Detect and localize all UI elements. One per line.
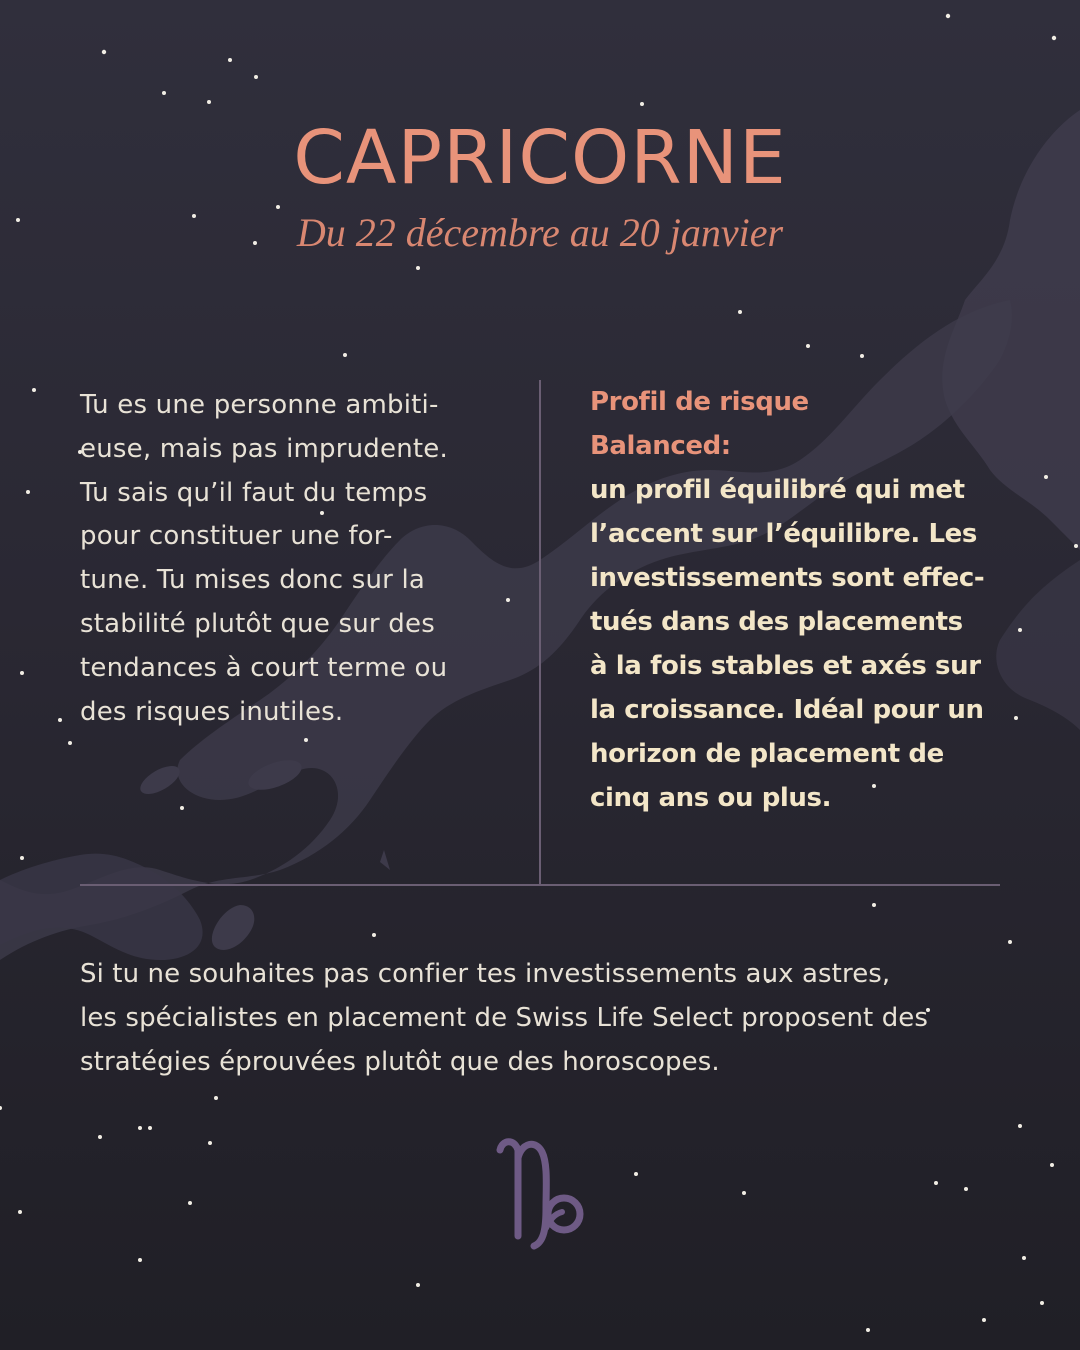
personality-line: pour constituer une for- xyxy=(80,521,393,552)
personality-line: Tu es une personne ambiti- xyxy=(80,390,439,420)
closing-line: Si tu ne souhaites pas confier tes investissements aux astres, xyxy=(80,959,891,989)
nebula-drop-2 xyxy=(380,850,390,870)
capricorn-symbol-icon xyxy=(492,1128,592,1258)
page-title: CAPRICORNE xyxy=(293,115,787,201)
risk-profile-section xyxy=(590,380,1020,820)
date-range-subtitle: Du 22 décembre au 20 janvier xyxy=(296,210,784,255)
risk-heading-line: Balanced: xyxy=(590,431,731,461)
risk-line: cinq ans ou plus. xyxy=(590,783,832,813)
horizontal-divider xyxy=(80,884,1000,886)
risk-line: l’accent sur l’équilibre. Les xyxy=(590,519,977,549)
personality-line: euse, mais pas imprudente. xyxy=(80,433,448,464)
nebula-blob-2 xyxy=(136,760,184,799)
personality-line: tendances à court terme ou xyxy=(80,652,448,683)
personality-line: tune. Tu mises donc sur la xyxy=(80,565,426,596)
vertical-divider xyxy=(539,380,541,885)
risk-line: investissements sont effec- xyxy=(590,563,985,593)
personality-line: Tu sais qu’il faut du temps xyxy=(80,477,428,508)
risk-line: tués dans des placements xyxy=(590,607,963,637)
nebula-shape-left-lower xyxy=(0,854,203,960)
risk-profile-description xyxy=(590,468,1020,820)
risk-line: la croissance. Idéal pour un xyxy=(590,695,984,725)
risk-line: un profil équilibré qui met xyxy=(590,475,965,505)
risk-line: horizon de placement de xyxy=(590,739,944,769)
risk-profile-heading xyxy=(590,380,1020,468)
closing-note xyxy=(80,952,1020,1084)
personality-description xyxy=(80,384,510,734)
closing-line: les spécialistes en placement de Swiss Life Select proposent des xyxy=(80,1003,929,1033)
closing-line: stratégies éprouvées plutôt que des horoscopes. xyxy=(80,1047,720,1077)
risk-heading-line: Profil de risque xyxy=(590,387,809,417)
personality-line: des risques inutiles. xyxy=(80,696,344,727)
personality-line: stabilité plutôt que sur des xyxy=(80,608,435,639)
risk-line: à la fois stables et axés sur xyxy=(590,651,981,681)
nebula-drop-1 xyxy=(212,905,254,950)
